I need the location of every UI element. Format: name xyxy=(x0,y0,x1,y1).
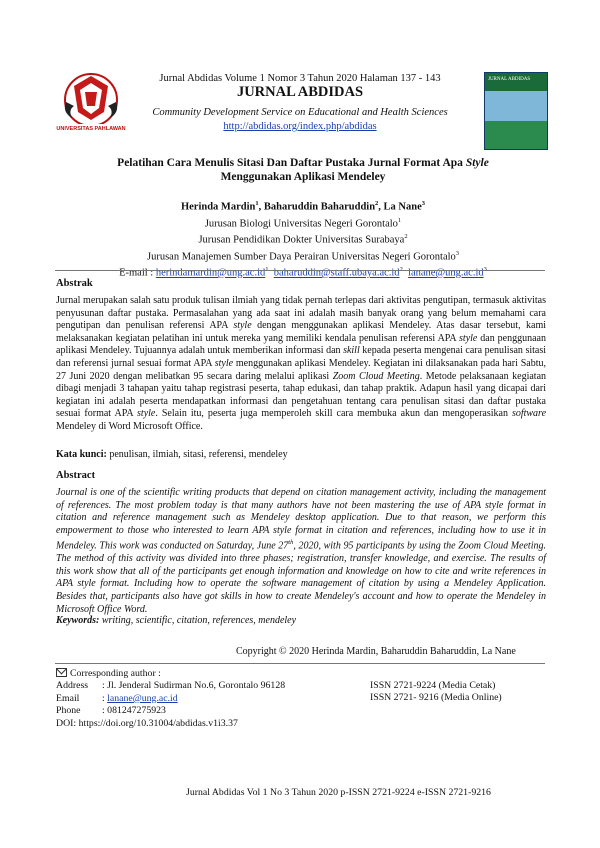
journal-cover-image xyxy=(484,72,548,150)
copyright: Copyright © 2020 Herinda Mardin, Baharuddin Baharuddin, La Nane xyxy=(236,646,516,657)
email-link-2[interactable]: baharuddin@staff.ubaya.ac.id xyxy=(273,267,400,279)
affiliation-3: Jurusan Manajemen Sumber Daya Perairan Universitas Negeri Gorontalo$^3$ xyxy=(146,249,460,262)
affiliation-2: Jurusan Pendidikan Dokter Universitas Surabaya$^2$ xyxy=(198,233,408,246)
email-link-3[interactable]: lanane@ung.ac.id xyxy=(408,267,484,279)
journal-name: JURNAL ABDIDAS xyxy=(236,84,364,100)
abstrak-text: Jurnal merupakan salah satu produk tulisan ilmiah yang tidak pernah terlepas dari aktivitas pengutipan, termasuk aktivitas penyusunan daftar pustaka. Permasalahan yang ada saat ini adalah masih banyak orang yang belum memahami cara pengutipan dan penulisan referensi APA style dengan menggunakan aplikasi Mendeley. Atas dasar tersebut, kami melaksanakan kegiatan pelatihan ini untuk mereka yang memiliki kendala penulisan referensi APA style dan penggunaan aplikasi Mendeley. Tujuannya adalah untuk memberikan informasi dan skill kepada peserta mengenai cara penulisan sitasi dan referensi jurnal sesuai format APA style menggunakan aplikasi Mendeley. Kegiatan ini dilaksanakan pada hari Sabtu, 27 Juni 2020 dengan melibatkan 95 secara daring melalui aplikasi Zoom Cloud Meeting. Metode pelaksanaan kegiatan dibagi menjadi 3 tahapan yaitu tahap registrasi peserta, tahap edukasi, dan tahap praktik. Adapun hasil yang dicapai dari kegiatan ini adalah peserta mendapatkan informasi dan pengetahuan tentang cara penulisan sitasi dan daftar pustaka sesuai format APA style. Selain itu, peserta juga memperoleh skill cara membuka akun dan mengoperasikan software Mendeley di Word Microsoft Office. xyxy=(56,295,547,432)
authors-block xyxy=(60,197,546,280)
cover-title: JURNAL ABDIDAS xyxy=(488,77,531,82)
keywords: Keywords: writing, scientific, citation, references, mendeley xyxy=(56,615,297,626)
mail-icon xyxy=(56,668,67,677)
divider-2 xyxy=(55,663,545,664)
university-logo-icon xyxy=(56,72,126,142)
issn-block xyxy=(370,680,502,705)
svg-text:UNIVERSITAS PAHLAWAN: UNIVERSITAS PAHLAWAN xyxy=(56,126,126,132)
journal-url-wrap xyxy=(130,120,470,133)
abstract-text: Journal is one of the scientific writing products that depend on citation management activity, including the management of references. The most problem today is that many authors have not been mastering the use of APA style format in citation and reference management such as Mendeley desktop application. Due to that reason, we perform this empowerment to those who interested to learn APA style format in citation and references, including how to use it in Mendeley. This work was conducted on Saturday, June 27th, 2020, with 95 participants by using the Zoom Cloud Meeting. The method of this activity was divided into three phases; registration, transfer knowledge, and exercise. The results of this work show that all of the participants get enough information and knowledge on how to cite and write references in APA style format. Including how to operate the software management of citation by using a Mendeley Application. Besides that, participants also have got skills in how to create Mendeley's account and how to operate the Mendeley in Microsoft Office Word. xyxy=(56,487,546,615)
author-names: Herinda Mardin$^1$, Baharuddin Baharuddin$^2$, La Nane$^3$ xyxy=(180,200,426,213)
divider xyxy=(55,270,545,271)
page-footer: Jurnal Abdidas Vol 1 No 3 Tahun 2020 p-ISSN 2721-9224 e-ISSN 2721-9216 xyxy=(186,787,491,798)
issn-print: ISSN 2721-9224 (Media Cetak) xyxy=(370,680,496,691)
title-line2: Menggunakan Aplikasi Mendeley xyxy=(220,171,386,183)
corresponding-heading: Corresponding author : xyxy=(56,667,285,680)
journal-url-link[interactable]: http://abdidas.org/index.php/abdidas xyxy=(223,121,377,132)
paper-title xyxy=(60,156,546,184)
abstract-heading: Abstract xyxy=(56,470,96,481)
email-link-1[interactable]: herindamardin@ung.ac.id xyxy=(155,267,266,279)
corresponding-author-block xyxy=(56,667,285,730)
kata-kunci: Kata kunci: penulisan, ilmiah, sitasi, referensi, mendeley xyxy=(56,449,288,460)
doi: DOI: https://doi.org/10.31004/abdidas.v1i3.37 xyxy=(56,717,238,729)
university-logo xyxy=(56,72,126,142)
author-emails: E-mail : $herindamardin@ung.ac.id^1$ $baharuddin@staff.ubaya.ac.id^2$ $lanane@ung.ac.id^3$ xyxy=(119,266,487,279)
journal-subtitle: Community Development Service on Educational and Health Sciences xyxy=(152,107,448,118)
title-line1: Pelatihan Cara Menulis Sitasi Dan Daftar Pustaka Jurnal Format Apa xyxy=(117,157,466,169)
abstrak-heading: Abstrak xyxy=(56,278,93,289)
issn-online: ISSN 2721- 9216 (Media Online) xyxy=(370,692,502,704)
affiliation-1: Jurusan Biologi Universitas Negeri Gorontalo$^1$ xyxy=(204,216,402,229)
title-italic: Style xyxy=(465,157,489,169)
journal-line: Jurnal Abdidas Volume 1 Nomor 3 Tahun 2020 Halaman 137 - 143 xyxy=(159,73,441,84)
corresponding-email-link[interactable]: lanane@ung.ac.id xyxy=(107,692,178,704)
corresponding-table: Address : Jl. Jenderal Sudirman No.6, Gorontalo 96128 Email : lanane@ung.ac.id Phone : 081247275923 xyxy=(56,680,286,717)
